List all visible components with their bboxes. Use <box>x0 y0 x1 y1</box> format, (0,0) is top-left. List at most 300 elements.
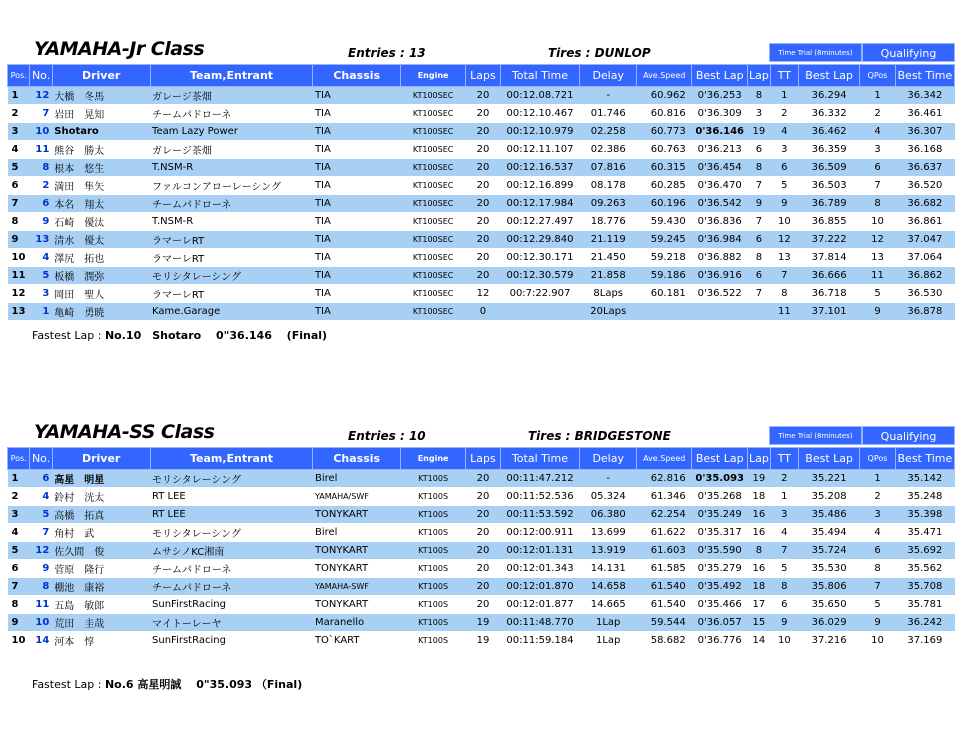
cell-chassis: TONYKART <box>313 506 401 524</box>
col-header-no: No. <box>30 65 52 87</box>
cell-team: チームパドローネ <box>150 105 313 123</box>
cell-chassis: TONYKART <box>313 596 401 614</box>
col-header-best: Best Lap <box>692 65 748 87</box>
col-header-lap: Lap <box>748 65 770 87</box>
cell-lap: 6 <box>748 141 770 159</box>
cell-lap <box>748 303 770 321</box>
cell-team: RT LEE <box>150 488 313 506</box>
cell-team: チームパドローネ <box>150 578 313 596</box>
cell-engine: KT100S <box>401 578 466 596</box>
cell-ttbest: 35.650 <box>799 596 860 614</box>
jr-fastest-lap <box>32 327 327 343</box>
col-header-team: Team,Entrant <box>150 448 313 470</box>
cell-driver: 五島 敏郎 <box>52 596 150 614</box>
cell-best: 0'36.522 <box>692 285 748 303</box>
cell-ttbest: 37.222 <box>799 231 860 249</box>
cell-delay: 07.816 <box>580 159 637 177</box>
cell-tt: 9 <box>770 614 799 632</box>
cell-pos: 7 <box>8 578 30 596</box>
cell-speed: 59.544 <box>637 614 692 632</box>
cell-team: モリシタレーシング <box>150 524 313 542</box>
cell-laps: 20 <box>466 87 501 105</box>
cell-qbest: 36.637 <box>895 159 954 177</box>
col-header-no: No. <box>30 448 52 470</box>
cell-tt: 10 <box>770 632 799 650</box>
cell-driver: 菅原 隆行 <box>52 560 150 578</box>
cell-driver: 鈴村 洸太 <box>52 488 150 506</box>
cell-no: 6 <box>30 470 52 488</box>
cell-laps: 20 <box>466 123 501 141</box>
cell-delay: 18.776 <box>580 213 637 231</box>
cell-qpos: 6 <box>860 542 896 560</box>
cell-ttbest: 36.029 <box>799 614 860 632</box>
cell-no: 5 <box>30 506 52 524</box>
cell-laps: 0 <box>466 303 501 321</box>
cell-total: 00:12.11.107 <box>500 141 579 159</box>
cell-chassis: TIA <box>313 285 401 303</box>
cell-best: 0'36.776 <box>692 632 748 650</box>
cell-driver: 岡田 聖人 <box>52 285 150 303</box>
cell-total: 00:11:53.592 <box>500 506 579 524</box>
cell-driver: 岩田 晃知 <box>52 105 150 123</box>
cell-pos: 13 <box>8 303 30 321</box>
cell-qbest: 37.169 <box>895 632 954 650</box>
col-header-engine: Engine <box>401 448 466 470</box>
table-row <box>8 596 955 614</box>
cell-pos: 8 <box>8 596 30 614</box>
cell-chassis: TONYKART <box>313 560 401 578</box>
cell-qbest: 37.047 <box>895 231 954 249</box>
cell-best: 0'36.253 <box>692 87 748 105</box>
cell-laps: 20 <box>466 578 501 596</box>
cell-total <box>500 303 579 321</box>
cell-qpos: 1 <box>860 87 896 105</box>
cell-laps: 20 <box>466 267 501 285</box>
cell-qpos: 7 <box>860 177 896 195</box>
jr-tires: Tires : DUNLOP <box>548 46 651 60</box>
ss-qualifying-header: Qualifying <box>862 426 955 445</box>
cell-delay: - <box>580 87 637 105</box>
cell-best: 0'35.268 <box>692 488 748 506</box>
col-header-qbest: Best Time <box>895 448 954 470</box>
cell-chassis: TONYKART <box>313 542 401 560</box>
cell-tt: 10 <box>770 213 799 231</box>
cell-qpos: 9 <box>860 614 896 632</box>
cell-lap: 18 <box>748 488 770 506</box>
cell-total: 00:12.10.467 <box>500 105 579 123</box>
cell-lap: 9 <box>748 195 770 213</box>
cell-engine: KT100S <box>401 632 466 650</box>
cell-no: 10 <box>30 123 52 141</box>
cell-tt: 6 <box>770 159 799 177</box>
jr-time-trial-header: Time Trial (8minutes) <box>769 43 862 62</box>
cell-best: 0'35.093 <box>692 470 748 488</box>
cell-driver: Shotaro <box>52 123 150 141</box>
cell-speed: 60.285 <box>637 177 692 195</box>
cell-qpos: 4 <box>860 524 896 542</box>
cell-team: SunFirstRacing <box>150 596 313 614</box>
cell-total: 00:12.08.721 <box>500 87 579 105</box>
header-row <box>8 448 955 470</box>
cell-ttbest: 36.855 <box>799 213 860 231</box>
cell-team: ガレージ茶畑 <box>150 141 313 159</box>
cell-speed: 61.540 <box>637 596 692 614</box>
cell-tt: 8 <box>770 285 799 303</box>
cell-speed: 61.622 <box>637 524 692 542</box>
cell-team: ファルコンアローレーシング <box>150 177 313 195</box>
cell-no: 3 <box>30 285 52 303</box>
cell-ttbest: 36.789 <box>799 195 860 213</box>
cell-qpos: 10 <box>860 632 896 650</box>
cell-team: マイトーレーヤ <box>150 614 313 632</box>
cell-engine: KT100S <box>401 596 466 614</box>
col-header-chassis: Chassis <box>313 65 401 87</box>
cell-speed: 58.682 <box>637 632 692 650</box>
table-row <box>8 159 955 177</box>
cell-delay: 21.858 <box>580 267 637 285</box>
cell-driver: 本名 翔太 <box>52 195 150 213</box>
cell-qbest: 36.461 <box>895 105 954 123</box>
cell-total: 00:11:48.770 <box>500 614 579 632</box>
cell-team: Kame.Garage <box>150 303 313 321</box>
cell-qbest: 35.562 <box>895 560 954 578</box>
cell-total: 00:12.30.579 <box>500 267 579 285</box>
cell-total: 00:11:59.184 <box>500 632 579 650</box>
cell-qbest: 37.064 <box>895 249 954 267</box>
cell-best: 0'35.279 <box>692 560 748 578</box>
cell-qpos: 8 <box>860 560 896 578</box>
cell-pos: 4 <box>8 141 30 159</box>
cell-ttbest: 35.486 <box>799 506 860 524</box>
ss-results-table <box>7 447 955 650</box>
cell-speed <box>637 303 692 321</box>
cell-tt: 2 <box>770 470 799 488</box>
cell-team: モリシタレーシング <box>150 267 313 285</box>
cell-best: 0'36.470 <box>692 177 748 195</box>
cell-delay: - <box>580 470 637 488</box>
cell-qpos: 5 <box>860 285 896 303</box>
cell-total: 00:12.30.171 <box>500 249 579 267</box>
jr-fastest-label: Fastest Lap : <box>32 329 102 342</box>
cell-team: T.NSM-R <box>150 213 313 231</box>
table-row <box>8 213 955 231</box>
cell-chassis: TIA <box>313 303 401 321</box>
cell-tt: 2 <box>770 105 799 123</box>
cell-lap: 7 <box>748 213 770 231</box>
cell-ttbest: 35.530 <box>799 560 860 578</box>
cell-best: 0'36.984 <box>692 231 748 249</box>
cell-team: ラマーレRT <box>150 231 313 249</box>
cell-qpos: 8 <box>860 195 896 213</box>
cell-pos: 8 <box>8 213 30 231</box>
cell-driver: 佐久間 俊 <box>52 542 150 560</box>
cell-team: ムサシノKC湘南 <box>150 542 313 560</box>
cell-delay: 14.658 <box>580 578 637 596</box>
cell-tt: 3 <box>770 141 799 159</box>
cell-qbest: 36.520 <box>895 177 954 195</box>
cell-tt: 3 <box>770 506 799 524</box>
ss-class-title: YAMAHA-SS Class <box>34 421 215 443</box>
cell-speed: 60.763 <box>637 141 692 159</box>
cell-qbest: 36.530 <box>895 285 954 303</box>
cell-no: 12 <box>30 542 52 560</box>
cell-qbest: 35.708 <box>895 578 954 596</box>
cell-engine: KT100S <box>401 560 466 578</box>
cell-qpos: 2 <box>860 488 896 506</box>
table-row <box>8 632 955 650</box>
table-row <box>8 524 955 542</box>
cell-driver: 高星 明星 <box>52 470 150 488</box>
ss-fastest-value: No.6 高星明誠 0"35.093 （Final) <box>104 678 303 691</box>
cell-team: ラマーレRT <box>150 249 313 267</box>
cell-chassis: TO`KART <box>313 632 401 650</box>
cell-lap: 15 <box>748 614 770 632</box>
cell-driver: 角村 武 <box>52 524 150 542</box>
cell-tt: 1 <box>770 488 799 506</box>
cell-tt: 4 <box>770 123 799 141</box>
cell-speed: 60.773 <box>637 123 692 141</box>
cell-lap: 17 <box>748 596 770 614</box>
cell-lap: 16 <box>748 524 770 542</box>
cell-speed: 59.245 <box>637 231 692 249</box>
cell-laps: 20 <box>466 596 501 614</box>
cell-chassis: YAMAHA/SWF <box>313 488 401 506</box>
cell-chassis: TIA <box>313 87 401 105</box>
cell-ttbest: 35.221 <box>799 470 860 488</box>
cell-no: 4 <box>30 488 52 506</box>
cell-qpos: 10 <box>860 213 896 231</box>
cell-no: 2 <box>30 177 52 195</box>
cell-pos: 5 <box>8 159 30 177</box>
cell-total: 00:11:52.536 <box>500 488 579 506</box>
cell-lap: 8 <box>748 249 770 267</box>
cell-laps: 20 <box>466 488 501 506</box>
cell-engine: KT100SEC <box>401 141 466 159</box>
cell-engine: KT100SEC <box>401 177 466 195</box>
cell-chassis: YAMAHA-SWF <box>313 578 401 596</box>
cell-delay: 13.699 <box>580 524 637 542</box>
col-header-delay: Delay <box>580 65 637 87</box>
cell-qpos: 7 <box>860 578 896 596</box>
cell-qpos: 13 <box>860 249 896 267</box>
cell-laps: 20 <box>466 159 501 177</box>
cell-best: 0'35.466 <box>692 596 748 614</box>
col-header-ttbest: Best Lap <box>799 65 860 87</box>
cell-total: 00:11:47.212 <box>500 470 579 488</box>
cell-no: 9 <box>30 213 52 231</box>
table-row <box>8 560 955 578</box>
cell-qbest: 36.861 <box>895 213 954 231</box>
cell-speed: 59.430 <box>637 213 692 231</box>
cell-chassis: TIA <box>313 159 401 177</box>
cell-ttbest: 37.814 <box>799 249 860 267</box>
cell-engine: KT100SEC <box>401 267 466 285</box>
jr-class-title: YAMAHA-Jr Class <box>34 38 205 60</box>
cell-qbest: 36.878 <box>895 303 954 321</box>
cell-no: 13 <box>30 231 52 249</box>
ss-entries: Entries : 10 <box>348 429 426 443</box>
col-header-pos: Pos. <box>8 65 30 87</box>
cell-engine: KT100S <box>401 524 466 542</box>
cell-team: T.NSM-R <box>150 159 313 177</box>
cell-laps: 20 <box>466 195 501 213</box>
table-row <box>8 303 955 321</box>
cell-engine: KT100SEC <box>401 195 466 213</box>
cell-qbest: 35.142 <box>895 470 954 488</box>
cell-lap: 19 <box>748 123 770 141</box>
col-header-laps: Laps <box>466 65 501 87</box>
ss-fastest-lap <box>32 676 302 692</box>
cell-laps: 20 <box>466 141 501 159</box>
cell-driver: 満田 隼矢 <box>52 177 150 195</box>
cell-no: 4 <box>30 249 52 267</box>
cell-qpos: 6 <box>860 159 896 177</box>
cell-speed: 62.816 <box>637 470 692 488</box>
table-row <box>8 488 955 506</box>
cell-total: 00:12.16.899 <box>500 177 579 195</box>
cell-total: 00:12:00.911 <box>500 524 579 542</box>
cell-qbest: 35.781 <box>895 596 954 614</box>
cell-ttbest: 35.208 <box>799 488 860 506</box>
col-header-lap: Lap <box>748 448 770 470</box>
cell-engine: KT100SEC <box>401 285 466 303</box>
cell-qbest: 36.342 <box>895 87 954 105</box>
cell-driver: 高橋 拓真 <box>52 506 150 524</box>
cell-driver: 清水 優太 <box>52 231 150 249</box>
col-header-total: Total Time <box>500 65 579 87</box>
table-row <box>8 87 955 105</box>
cell-total: 00:12:01.343 <box>500 560 579 578</box>
cell-no: 8 <box>30 159 52 177</box>
cell-driver: 荒田 圭哉 <box>52 614 150 632</box>
cell-speed: 60.816 <box>637 105 692 123</box>
cell-pos: 6 <box>8 560 30 578</box>
cell-driver: 板橋 潤弥 <box>52 267 150 285</box>
cell-qbest: 36.682 <box>895 195 954 213</box>
cell-chassis: TIA <box>313 267 401 285</box>
cell-best: 0'36.146 <box>692 123 748 141</box>
cell-total: 00:12:01.131 <box>500 542 579 560</box>
cell-best: 0'36.454 <box>692 159 748 177</box>
cell-total: 00:12.29.840 <box>500 231 579 249</box>
cell-pos: 12 <box>8 285 30 303</box>
table-row <box>8 542 955 560</box>
table-row <box>8 285 955 303</box>
cell-speed: 62.254 <box>637 506 692 524</box>
cell-laps: 20 <box>466 105 501 123</box>
cell-chassis: Birel <box>313 524 401 542</box>
cell-delay: 02.258 <box>580 123 637 141</box>
cell-qbest: 36.307 <box>895 123 954 141</box>
cell-no: 12 <box>30 87 52 105</box>
cell-speed: 60.196 <box>637 195 692 213</box>
cell-team: チームパドローネ <box>150 560 313 578</box>
cell-team: チームパドローネ <box>150 195 313 213</box>
table-row <box>8 506 955 524</box>
table-row <box>8 141 955 159</box>
cell-ttbest: 36.509 <box>799 159 860 177</box>
cell-qpos: 4 <box>860 123 896 141</box>
cell-qpos: 12 <box>860 231 896 249</box>
cell-best: 0'35.317 <box>692 524 748 542</box>
cell-delay: 21.450 <box>580 249 637 267</box>
cell-qpos: 11 <box>860 267 896 285</box>
cell-ttbest: 35.724 <box>799 542 860 560</box>
cell-lap: 19 <box>748 470 770 488</box>
cell-qpos: 5 <box>860 596 896 614</box>
cell-driver: 根本 悠生 <box>52 159 150 177</box>
cell-laps: 20 <box>466 177 501 195</box>
cell-speed: 60.181 <box>637 285 692 303</box>
cell-chassis: TIA <box>313 105 401 123</box>
cell-pos: 4 <box>8 524 30 542</box>
cell-no: 9 <box>30 560 52 578</box>
cell-chassis: TIA <box>313 231 401 249</box>
cell-team: SunFirstRacing <box>150 632 313 650</box>
cell-delay: 05.324 <box>580 488 637 506</box>
cell-driver: 石崎 優汰 <box>52 213 150 231</box>
cell-engine: KT100SEC <box>401 213 466 231</box>
cell-total: 00:12.27.497 <box>500 213 579 231</box>
cell-pos: 3 <box>8 506 30 524</box>
cell-lap: 3 <box>748 105 770 123</box>
cell-pos: 9 <box>8 231 30 249</box>
cell-best: 0'36.916 <box>692 267 748 285</box>
cell-qbest: 35.398 <box>895 506 954 524</box>
cell-ttbest: 37.101 <box>799 303 860 321</box>
cell-delay: 21.119 <box>580 231 637 249</box>
col-header-best: Best Lap <box>692 448 748 470</box>
cell-speed: 61.585 <box>637 560 692 578</box>
table-row <box>8 177 955 195</box>
col-header-team: Team,Entrant <box>150 65 313 87</box>
cell-speed: 61.346 <box>637 488 692 506</box>
col-header-driver: Driver <box>52 448 150 470</box>
cell-best: 0'36.213 <box>692 141 748 159</box>
cell-no: 7 <box>30 105 52 123</box>
cell-laps: 19 <box>466 614 501 632</box>
cell-lap: 6 <box>748 231 770 249</box>
cell-engine: KT100SEC <box>401 303 466 321</box>
cell-tt: 7 <box>770 267 799 285</box>
table-row <box>8 105 955 123</box>
cell-qpos: 2 <box>860 105 896 123</box>
cell-pos: 10 <box>8 632 30 650</box>
cell-speed: 60.315 <box>637 159 692 177</box>
col-header-laps: Laps <box>466 448 501 470</box>
col-header-pos: Pos. <box>8 448 30 470</box>
cell-lap: 8 <box>748 159 770 177</box>
cell-speed: 61.540 <box>637 578 692 596</box>
cell-best: 0'35.590 <box>692 542 748 560</box>
cell-engine: KT100SEC <box>401 249 466 267</box>
cell-speed: 59.218 <box>637 249 692 267</box>
cell-tt: 5 <box>770 560 799 578</box>
col-header-qpos: QPos <box>860 65 896 87</box>
cell-total: 00:12.10.979 <box>500 123 579 141</box>
table-row <box>8 231 955 249</box>
cell-engine: KT100SEC <box>401 159 466 177</box>
col-header-qpos: QPos <box>860 448 896 470</box>
cell-ttbest: 36.718 <box>799 285 860 303</box>
ss-class-section <box>0 421 962 691</box>
cell-best: 0'36.309 <box>692 105 748 123</box>
cell-pos: 7 <box>8 195 30 213</box>
cell-lap: 6 <box>748 267 770 285</box>
cell-team: ラマーレRT <box>150 285 313 303</box>
cell-qpos: 3 <box>860 506 896 524</box>
col-header-chassis: Chassis <box>313 448 401 470</box>
